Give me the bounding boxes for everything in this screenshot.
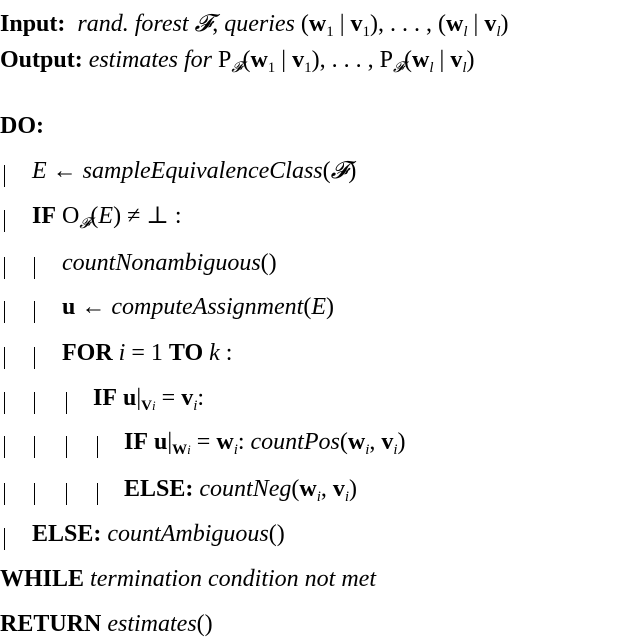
if-keyword: IF — [32, 203, 56, 229]
to-keyword: TO — [168, 340, 204, 366]
input-text: rand. forest — [77, 11, 189, 37]
line-else-ambiguous: ELSE: countAmbiguous() — [0, 518, 626, 550]
indent-bar — [4, 392, 5, 414]
do-line — [0, 110, 44, 142]
indent-bar — [34, 392, 35, 414]
return-line: RETURN estimates() — [0, 611, 213, 637]
while-line — [0, 563, 376, 595]
for-keyword: FOR — [62, 340, 113, 366]
output-expression: $P_𝓕(w_1$ | $v_1$), . . . , $P_𝓕(w_l$ | $v_l$) — [218, 47, 475, 76]
line-count-nonambiguous: countNonambiguous() — [0, 247, 626, 279]
indent-bar — [4, 257, 5, 279]
indent-bar — [66, 392, 67, 414]
do-keyword: DO: — [0, 113, 44, 139]
if-keyword: IF — [93, 385, 117, 411]
input-line: Input: rand. forest 𝓕, queries ($w_1$ | $v_1$), . . . , ($w_l$ | $v_l$) — [0, 11, 509, 40]
indent-bar — [4, 210, 5, 232]
indent-bar — [97, 436, 98, 458]
indent-bar — [34, 436, 35, 458]
line-for: FOR i = 1 TO k : — [0, 337, 626, 369]
indent-bar — [4, 483, 5, 505]
while-text: termination condition not met — [90, 566, 377, 592]
else-keyword: ELSE: — [124, 476, 194, 502]
count-ambiguous-fn: countAmbiguous — [107, 521, 269, 547]
while-keyword: WHILE — [0, 566, 85, 592]
return-keyword: RETURN — [0, 611, 102, 637]
indent-bar — [4, 436, 5, 458]
line-compute-assignment: u ← computeAssignment(E) — [0, 291, 626, 323]
count-neg-fn: countNeg — [199, 476, 292, 502]
indent-bar — [34, 257, 35, 279]
indent-bar — [34, 483, 35, 505]
indent-bar — [4, 528, 5, 550]
indent-bar — [66, 436, 67, 458]
indent-bar — [4, 347, 5, 369]
line-if-oracle: IF $O_𝓕(E)$ ≠ ⊥ : — [0, 200, 626, 232]
line-sample: E ← sampleEquivalenceClass(𝓕) — [0, 155, 626, 187]
compute-assignment-fn: computeAssignment — [111, 294, 304, 320]
indent-bar — [34, 301, 35, 323]
line-if-w: IF $u|_{Wi} = w_i$: $countPos(w_i$, $v_i$) — [0, 426, 626, 458]
indent-bar — [34, 347, 35, 369]
input-label: Input: — [0, 11, 66, 37]
forest-symbol: 𝓕 — [194, 11, 213, 37]
count-nonambiguous-fn: countNonambiguous — [62, 250, 261, 276]
queries-word: queries — [224, 11, 295, 37]
if-keyword: IF — [124, 429, 148, 455]
output-text: estimates for — [88, 47, 213, 73]
count-pos-fn: countPos — [250, 429, 340, 455]
indent-bar — [4, 165, 5, 187]
output-line — [0, 44, 475, 76]
output-label: Output: — [0, 47, 83, 73]
indent-bar — [97, 483, 98, 505]
line-if-v: IF $u|_{Vi} = v_i$: — [0, 382, 626, 414]
queries-expression: ($w_1$ | $v_1$), . . . , ($w_l$ | $v_l$) — [300, 11, 509, 40]
indent-bar — [66, 483, 67, 505]
sample-fn: sampleEquivalenceClass — [82, 158, 323, 184]
indent-bar — [4, 301, 5, 323]
line-else-neg: ELSE: $countNeg(w_i$, $v_i$) — [0, 473, 626, 505]
return-fn: estimates — [107, 611, 197, 637]
else-keyword: ELSE: — [32, 521, 102, 547]
